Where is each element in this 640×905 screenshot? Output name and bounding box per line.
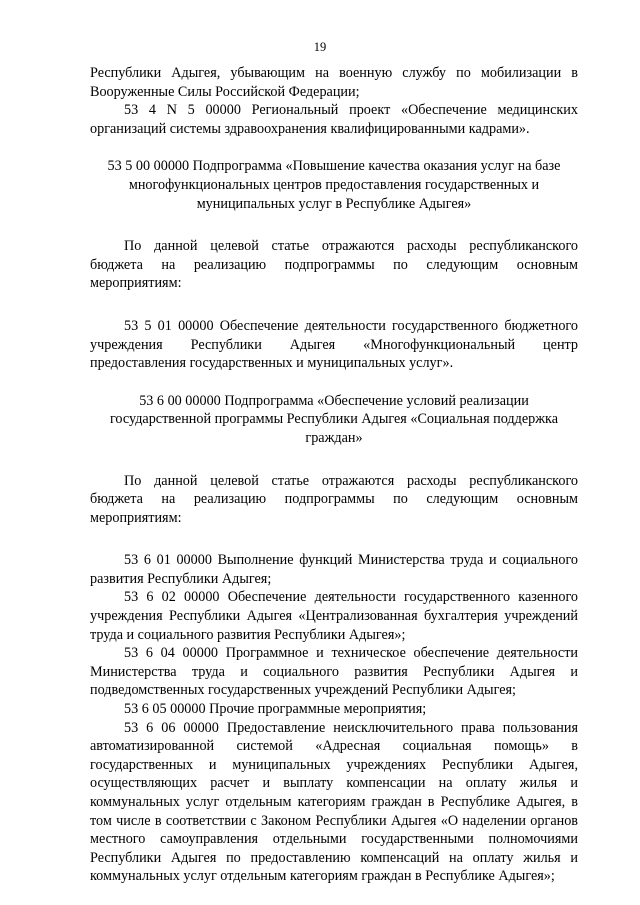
paragraph: 53 6 04 00000 Программное и техническое обеспечение деятельности Министерства труда и социального развития Республики Адыгея и подведомственных государственных учреждений Республики Адыгея; [90, 645, 578, 699]
spacer [90, 448, 578, 472]
spacer [90, 213, 578, 237]
paragraph: 53 6 02 00000 Обеспечение деятельности государственного казенного учреждения Республики Адыгея «Централизованная бухгалтерия учреждений труда и социального развития Республики Адыгея»; [90, 589, 578, 643]
spacer [90, 138, 578, 157]
spacer [90, 373, 578, 392]
page-number: 19 [313, 40, 327, 54]
paragraph: По данной целевой статье отражаются расходы республиканского бюджета на реализацию подпрограммы по следующим основным мероприятиям: [90, 472, 578, 526]
spacer [90, 293, 578, 317]
spacer [90, 527, 578, 551]
paragraph: 53 6 05 00000 Прочие программные мероприятия; [124, 701, 427, 718]
paragraph: 53 6 06 00000 Предоставление неисключительного права пользования автоматизированной системой «Адресная социальная помощь» в государственных и муниципальных учреждениях Республики Адыгея, осуществляющих расчет и выплату компенсации на оплату жилья и коммунальных услуг отдельным категориям граждан в Республике Адыгея, в том числе в соответствии с Законом Республики Адыгея «О наделении органов местного самоуправления отдельными государственными полномочиями Республики Адыгея по предоставлению компенсаций на оплату жилья и коммунальных услуг отдельным категориям граждан в Республике Адыгея»; [90, 719, 578, 885]
paragraph: 53 5 01 00000 Обеспечение деятельности государственного бюджетного учреждения Республики Адыгея «Многофункциональный центр предоставления государственных и муниципальных услуг». [90, 317, 578, 372]
paragraph: Республики Адыгея, убывающим на военную службу по мобилизации в Вооруженные Силы Российской Федерации; [90, 65, 578, 100]
paragraph: 53 6 01 00000 Выполнение функций Министерства труда и социального развития Республики Адыгея; [90, 552, 578, 587]
paragraph: 53 4 N 5 00000 Региональный проект «Обеспечение медицинских организаций системы здравоохранения квалифицированными кадрами». [90, 102, 578, 137]
section-heading: 53 5 00 00000 Подпрограмма «Повышение качества оказания услуг на базе многофункциональных центров предоставления государственных и муниципальных услуг в Республике Адыгея» [107, 158, 561, 212]
document-body [90, 64, 578, 886]
section-heading: 53 6 00 00000 Подпрограмма «Обеспечение условий реализации государственной программы Республики Адыгея «Социальная поддержка граждан» [109, 392, 559, 446]
paragraph: По данной целевой статье отражаются расходы республиканского бюджета на реализацию подпрограммы по следующим основным мероприятиям: [90, 238, 578, 292]
